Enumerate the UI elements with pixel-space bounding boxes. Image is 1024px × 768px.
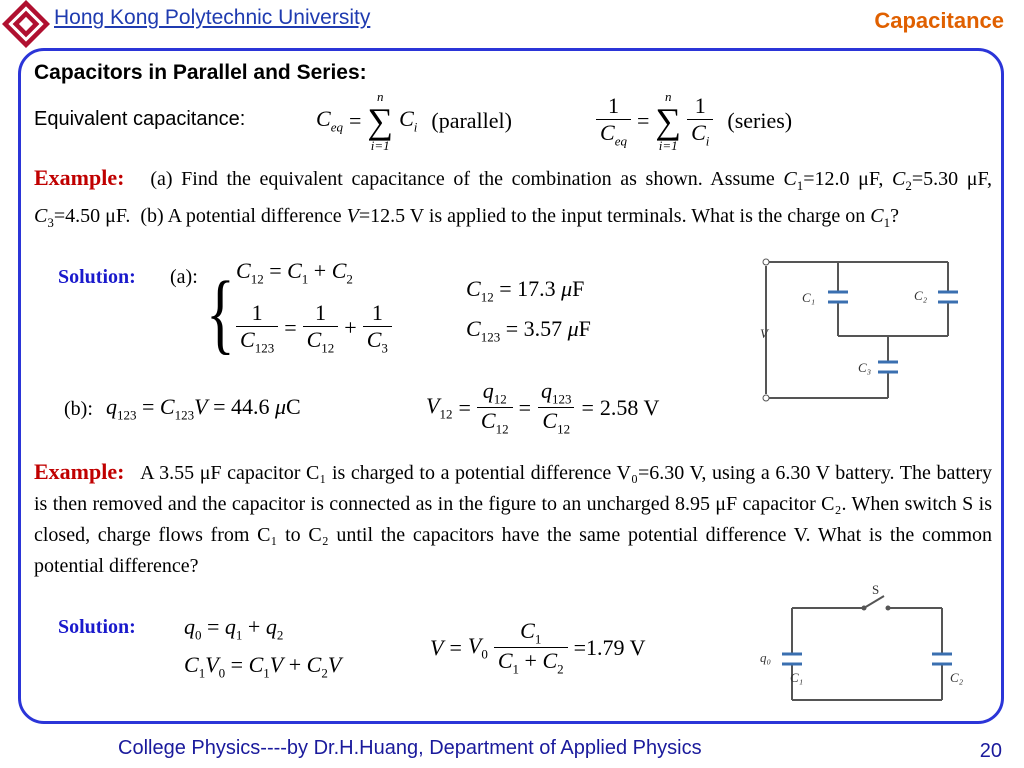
university-link[interactable]: Hong Kong Polytechnic University bbox=[54, 6, 371, 29]
c123-value: $C_{123} = 3.57$ μF bbox=[466, 316, 591, 345]
v12-eq: $V_{12}$ = $\frac{q_{12}}{C_{12}}$ = $\frac{q_{123}}{C_{12}}$ = 2.58 V bbox=[426, 378, 660, 437]
circuit-figure-2 bbox=[752, 582, 974, 716]
label-s: S bbox=[872, 582, 880, 597]
example2-text: Example: A 3.55 μF capacitor C₁ is charged to a potential difference V₀=6.30 V, using a 6.30 V battery. The battery is then removed and the capacitor is connected as in the figure to an uncharged 8.95 μF capacitor C₂. When switch S is closed, charge flows from C₁ to C₂ until the capacitors have the same potential difference V. What is the common potential difference? bbox=[34, 459, 992, 577]
solution1-part-a: (a): bbox=[170, 266, 198, 288]
example1-text: Example: (a) Find the equivalent capacitance of the combination as shown. Assume $C_1=12.0$ μF, $C_2=5.30$ μF, $C_3=4.50$ μF. (b) A potential difference V=12.5 V is applied to the input terminals. What is the charge on $C_1$? bbox=[34, 165, 992, 230]
c123-recip-eq: $\frac{1}{C_{123}}$ = $\frac{1}{C_{12}}$ + $\frac{1}{C_3}$ bbox=[236, 300, 392, 356]
label-q0: q₀ bbox=[760, 650, 772, 665]
label-c2: C₂ bbox=[914, 288, 928, 303]
solution1-label: Solution: bbox=[58, 266, 136, 288]
equivalent-label: Equivalent capacitance: bbox=[34, 108, 246, 130]
c12-eq: $C_{12} = C_1 + C_2$ bbox=[236, 258, 353, 287]
solution2-label: Solution: bbox=[58, 616, 136, 638]
footer-credit: College Physics----by Dr.H.Huang, Department of Applied Physics bbox=[118, 737, 702, 759]
circuit-figure-1 bbox=[748, 244, 974, 414]
solution1-brace: { bbox=[206, 263, 235, 363]
series-formula: $\frac{1}{C_{eq}}$ = n ∑ i=1 $\frac{1}{C_i}$ (series) bbox=[596, 86, 792, 156]
q123-eq: $q_{123} = C_{123}V = 44.6$ μC bbox=[106, 394, 301, 423]
section-title: Capacitors in Parallel and Series: bbox=[34, 61, 367, 84]
charge-conservation-eq: $q_0 = q_1 + q_2$ bbox=[184, 614, 284, 643]
label-c2: C₂ bbox=[950, 670, 964, 685]
label-c1: C₁ bbox=[802, 290, 816, 305]
slide-topic: Capacitance bbox=[874, 8, 1004, 33]
label-v: V bbox=[760, 326, 768, 341]
c12-value: $C_{12} = 17.3$ μF bbox=[466, 276, 585, 305]
label-c1: C₁ bbox=[790, 670, 804, 685]
label-c3: C₃ bbox=[858, 360, 872, 375]
university-logo bbox=[2, 0, 50, 48]
parallel-formula: $C_{eq}$ = n ∑ i=1 $C_i$ (parallel) bbox=[316, 89, 512, 153]
solution1-part-b: (b): bbox=[64, 398, 93, 420]
common-v-eq: V = $V_0$ $\frac{C_1}{C_1 + C_2}$ =1.79 V bbox=[430, 618, 646, 677]
page-number: 20 bbox=[979, 740, 1002, 762]
cv-eq: $C_1V_0 = C_1V + C_2V$ bbox=[184, 652, 342, 681]
